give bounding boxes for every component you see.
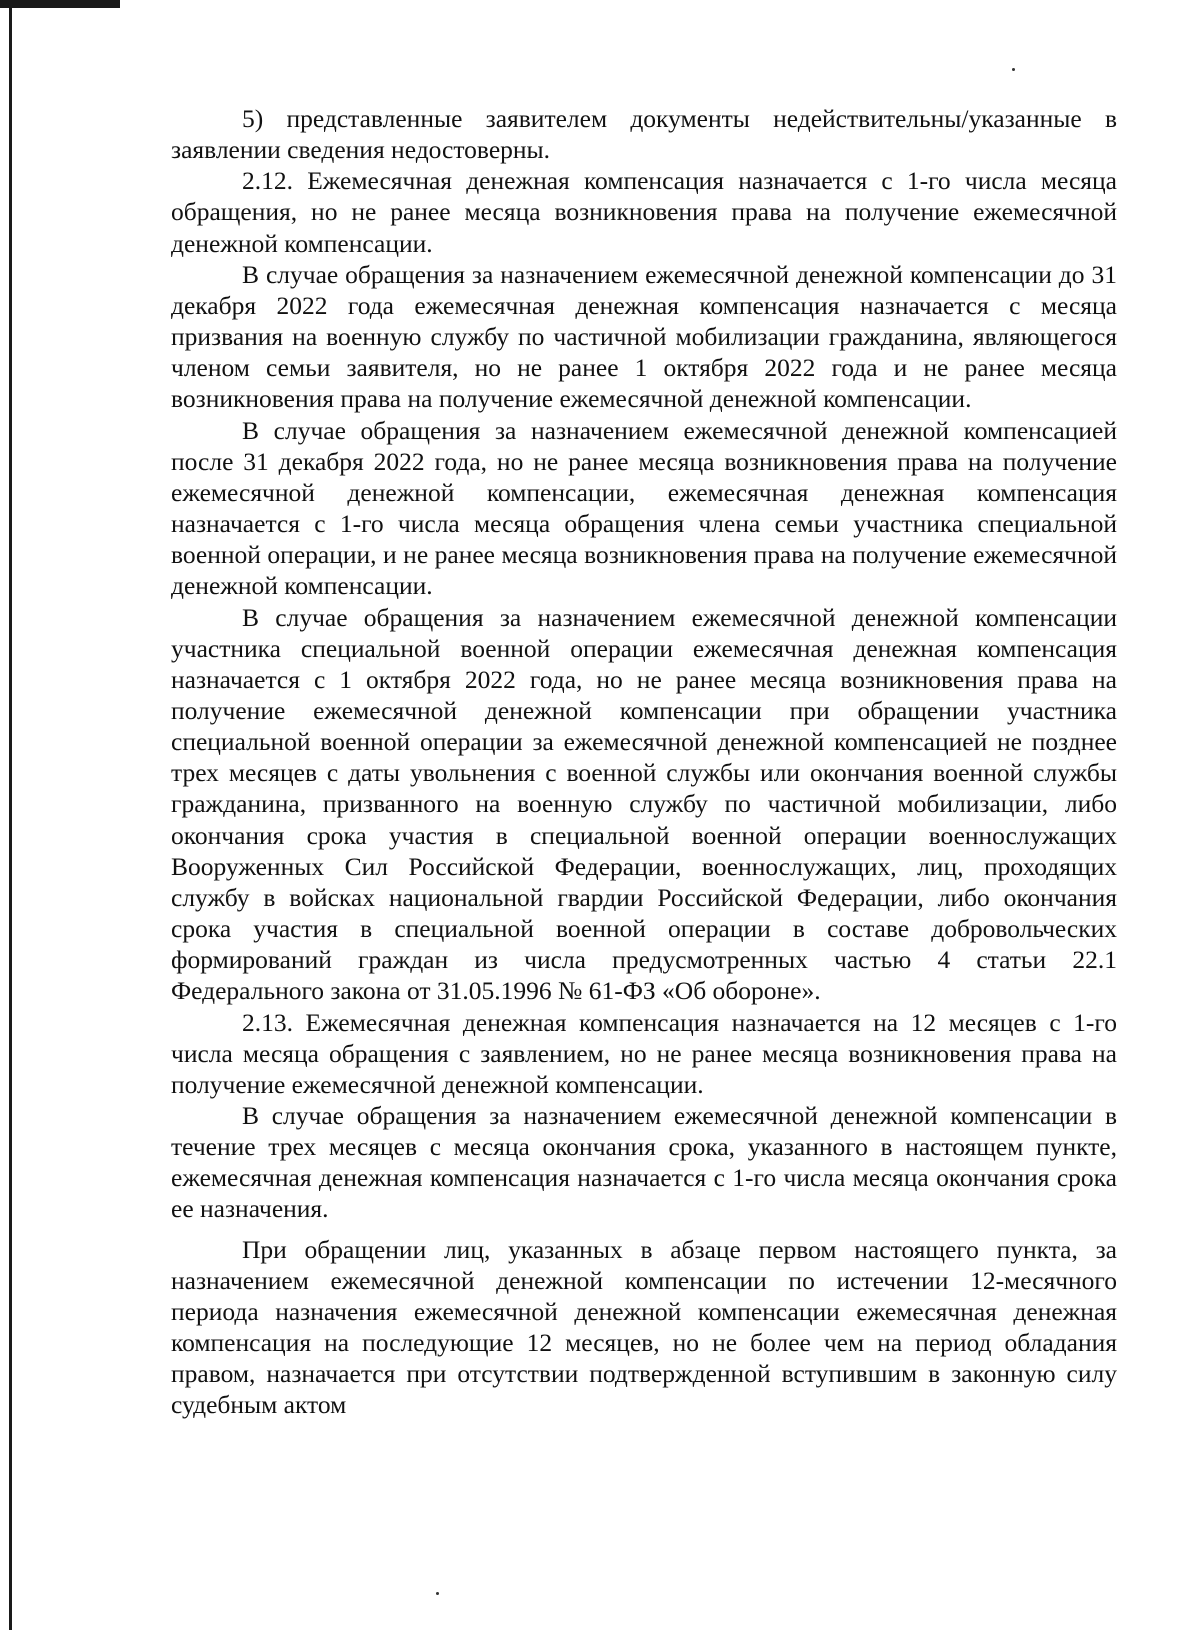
scan-speck [1012,68,1015,71]
paragraph-three-months: В случае обращения за назначением ежемесячной денежной компенсации в течение трех месяцев с месяца окончания срока, указанного в настоящем пункте, ежемесячная денежная компенсация назначается с 1-го числа месяца окончания срока ее назначения. [171,1101,1117,1224]
paragraph-svo-participant: В случае обращения за назначением ежемесячной денежной компенсации участника специальной военной операции ежемесячная денежная компенсация назначается с 1 октября 2022 года, но не ранее месяца возникновения права на получение ежемесячной денежной компенсации при обращении участника специальной военной операции за ежемесячной денежной компенсацией не позднее трех месяцев с даты увольнения с военной службы или окончания военной службы гражданина, призванного на военную службу по частичной мобилизации, либо окончания срока участия в специальной военной операции военнослужащих Вооруженных Сил Российской Федерации, военнослужащих, лиц, проходящих службу в войсках национальной гвардии Российской Федерации, либо окончания срока участия в специальной военной операции в составе добровольческих формирований граждан из числа предусмотренных частью 4 статьи 22.1 Федерального закона от 31.05.1996 № 61-ФЗ «Об обороне». [171,602,1117,1006]
paragraph-after-2022: В случае обращения за назначением ежемесячной денежной компенсацией после 31 декабря 2022 года, но не ранее месяца возникновения права на получение ежемесячной денежной компенсации, ежемесячная денежная компенсация назначается с 1-го числа месяца обращения члена семьи участника специальной военной операции, и не ранее месяца возникновения права на получение ежемесячной денежной компенсации. [171,415,1117,601]
paragraph-2-12: 2.12. Ежемесячная денежная компенсация назначается с 1-го числа месяца обращения, но не ранее месяца возникновения права на получение ежемесячной денежной компенсации. [171,166,1117,258]
paragraph-2-13: 2.13. Ежемесячная денежная компенсация назначается на 12 месяцев с 1-го числа месяца обращения с заявлением, но не ранее месяца возникновения права на получение ежемесячной денежной компенсации. [171,1007,1117,1099]
document-body [171,103,1117,1421]
paragraph-before-2022: В случае обращения за назначением ежемесячной денежной компенсации до 31 декабря 2022 года ежемесячная денежная компенсация назначается с месяца призвания на военную службу по частичной мобилизации гражданина, являющегося членом семьи заявителя, но не ранее 1 октября 2022 года и не ранее месяца возникновения права на получение ежемесячной денежной компенсации. [171,259,1117,414]
scan-edge-top [0,0,120,8]
scan-edge-left [9,0,12,1630]
paragraph-item-5: 5) представленные заявителем документы недействительны/указанные в заявлении сведения недостоверны. [171,104,1117,165]
scan-speck [436,1592,439,1595]
paragraph-renewal: При обращении лиц, указанных в абзаце первом настоящего пункта, за назначением ежемесячной денежной компенсации по истечении 12-месячного периода назначения ежемесячной денежной компенсации ежемесячная денежная компенсация на последующие 12 месяцев, но не более чем на период обладания правом, назначается при отсутствии подтвержденной вступившим в законную силу судебным актом [171,1234,1117,1420]
